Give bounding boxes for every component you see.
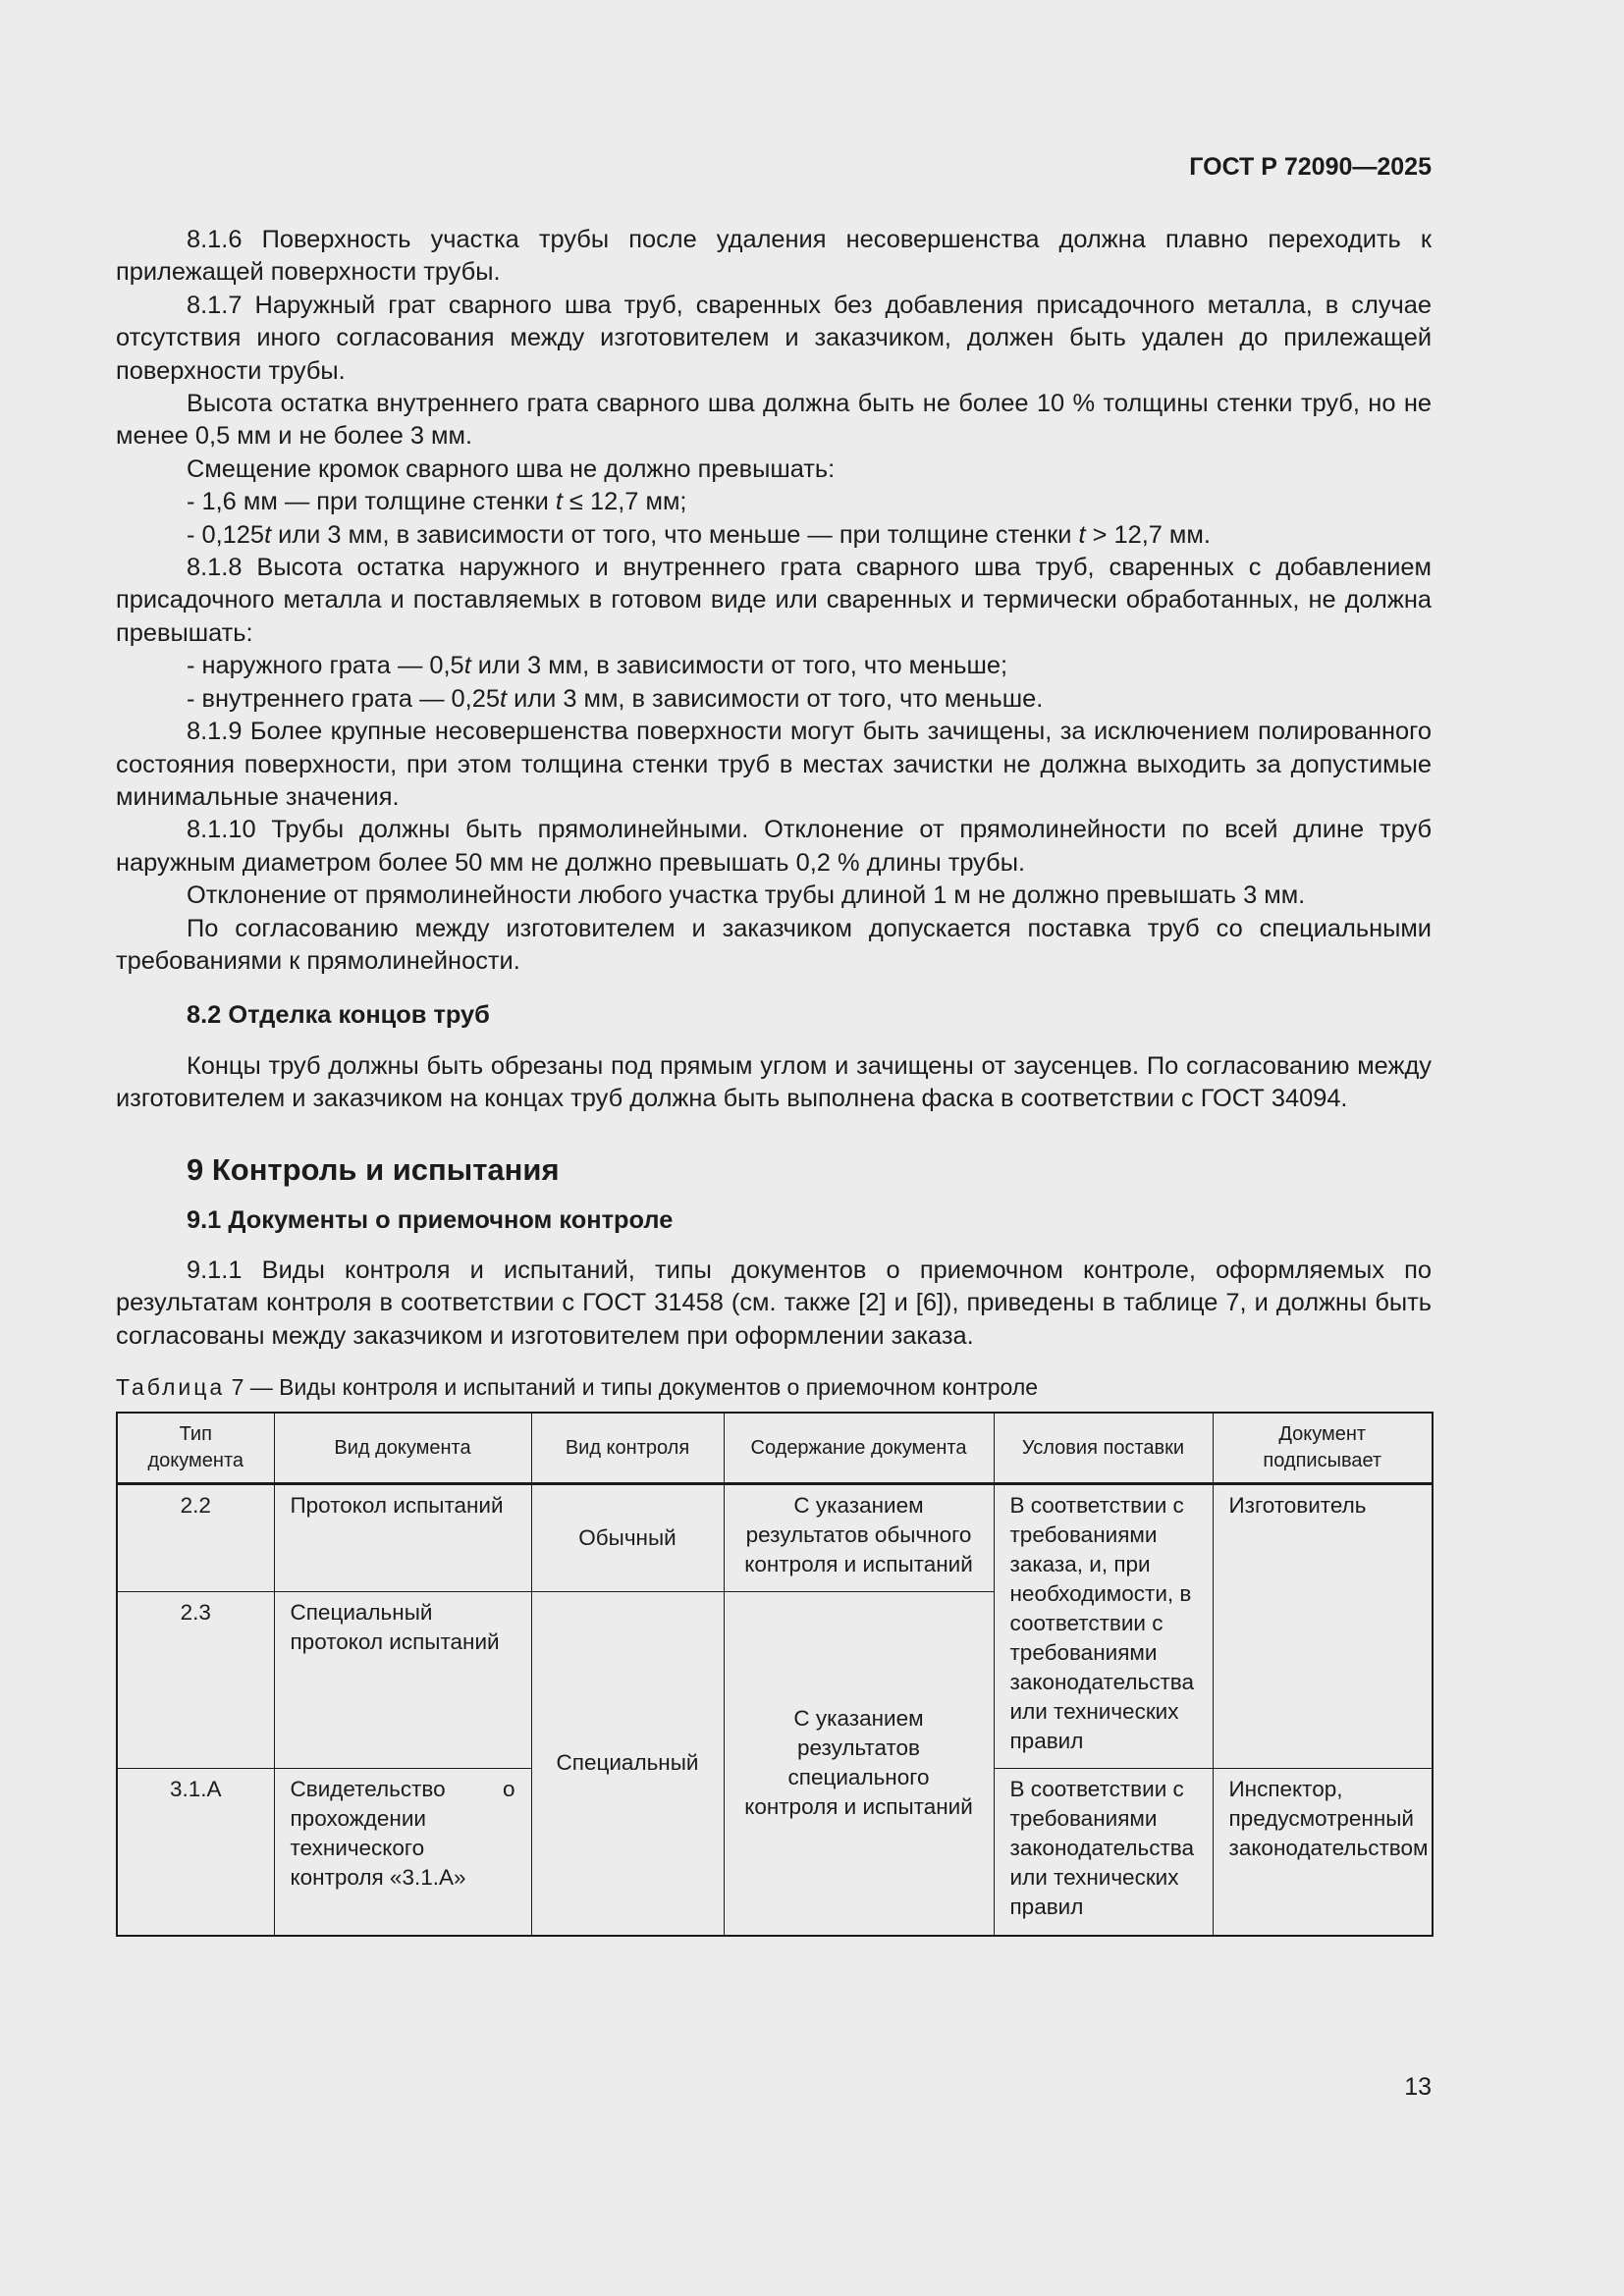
paragraph-8-1-10: 8.1.10 Трубы должны быть прямолинейными. Отклонение от прямолинейности по всей длине труб наружным диаметром более 50 мм не должно превышать 0,2 % длины трубы.: [116, 816, 1432, 877]
cell-signer: Изготовитель: [1213, 1484, 1433, 1769]
paragraph-8-1-7: 8.1.7 Наружный грат сварного шва труб, сваренных без добавления присадочного металла, в случае отсутствия иного согласования между изготовителем и заказчиком, должен быть удален до прилежащей поверхности трубы.: [116, 291, 1432, 385]
cell-control: Обычный: [531, 1484, 724, 1592]
paragraph-8-2: Концы труб должны быть обрезаны под прямым углом и зачищены от заусенцев. По согласованию между изготовителем и заказчиком на концах труб должна быть выполнена фаска в соответствии с ГОСТ 34094.: [116, 1051, 1432, 1113]
col-header-doc-content: Содержание документа: [724, 1413, 994, 1484]
cell-control: Специальный: [531, 1592, 724, 1936]
table-row: [117, 1484, 1433, 1592]
acceptance-documents-table: [116, 1412, 1434, 1937]
col-header-doc-kind: Вид документа: [274, 1413, 531, 1484]
list-item-flash-inner: - внутреннего грата — 0,25t или 3 мм, в зависимости от того, что меньше.: [187, 684, 1044, 713]
cell-doc: Свидетельство о прохождении технического контроля «3.1.А»: [274, 1769, 531, 1936]
col-header-control-kind: Вид контроля: [531, 1413, 724, 1484]
col-header-signer: Документ подписывает: [1213, 1413, 1433, 1484]
page-number: 13: [1404, 2073, 1432, 2101]
list-item-offset-1: - 1,6 мм — при толщине стенки t ≤ 12,7 мм;: [187, 488, 687, 516]
col-header-delivery-conditions: Условия поставки: [994, 1413, 1213, 1484]
paragraph-8-1-9: 8.1.9 Более крупные несовершенства поверхности могут быть зачищены, за исключением полированного состояния поверхности, при этом толщина стенки труб в местах зачистки не должна выходить за допустимые минимальные значения.: [116, 718, 1432, 811]
cell-content: С указанием результатов специального контроля и испытаний: [724, 1592, 994, 1936]
cell-doc: Специальный протокол испытаний: [274, 1592, 531, 1769]
page-body: [116, 224, 1432, 1937]
table-caption: Таблица 7 — Виды контроля и испытаний и типы документов о приемочном контроле: [116, 1374, 1039, 1401]
col-header-doc-type: Тип документа: [117, 1413, 274, 1484]
paragraph-inner-flash-height: Высота остатка внутреннего грата сварного шва должна быть не более 10 % толщины стенки труб, но не менее 0,5 мм и не более 3 мм.: [116, 390, 1432, 451]
paragraph-8-1-8: 8.1.8 Высота остатка наружного и внутреннего грата сварного шва труб, сваренных с добавлением присадочного металла и поставляемых в готовом виде или сваренных и термически обработанных, не должна превышать:: [116, 554, 1432, 647]
paragraph-8-1-6: 8.1.6 Поверхность участка трубы после удаления несовершенства должна плавно переходить к прилежащей поверхности трубы.: [116, 226, 1432, 287]
paragraph-9-1-1: 9.1.1 Виды контроля и испытаний, типы документов о приемочном контроле, оформляемых по результатам контроля в соответствии с ГОСТ 31458 (см. также [2] и [6]), приведены в таблице 7, и должны быть согласованы между заказчиком и изготовителем при оформлении заказа.: [116, 1255, 1432, 1350]
cell-conditions: В соответствии с требованиями законодательства или технических правил: [994, 1769, 1213, 1936]
cell-signer: Инспектор, предусмотренный законодательством: [1213, 1769, 1433, 1936]
table-header-row: [117, 1413, 1433, 1484]
cell-content: С указанием результатов обычного контроля и испытаний: [724, 1484, 994, 1592]
paragraph-edge-offset: Смещение кромок сварного шва не должно превышать:: [187, 454, 836, 483]
cell-type: 2.2: [117, 1484, 274, 1592]
list-item-flash-outer: - наружного грата — 0,5t или 3 мм, в зависимости от того, что меньше;: [187, 652, 1007, 680]
heading-section-9: 9 Контроль и испытания: [187, 1151, 560, 1187]
cell-conditions: В соответствии с требованиями заказа, и, при необходимости, в соответствии с требованиями законодательства или технических правил: [994, 1484, 1213, 1769]
paragraph-straightness-agreement: По согласованию между изготовителем и заказчиком допускается поставка труб со специальными требованиями к прямолинейности.: [116, 914, 1432, 975]
paragraph-straightness-local: Отклонение от прямолинейности любого участка трубы длиной 1 м не должно превышать 3 мм.: [187, 881, 1306, 910]
heading-8-2: 8.2 Отделка концов труб: [187, 1001, 490, 1030]
list-item-offset-2: - 0,125t или 3 мм, в зависимости от того, что меньше — при толщине стенки t > 12,7 мм.: [187, 520, 1211, 549]
document-code-header: ГОСТ Р 72090—2025: [1189, 153, 1432, 181]
heading-9-1: 9.1 Документы о приемочном контроле: [187, 1205, 674, 1234]
cell-type: 2.3: [117, 1592, 274, 1769]
cell-type: 3.1.А: [117, 1769, 274, 1936]
cell-doc: Протокол испытаний: [274, 1484, 531, 1592]
